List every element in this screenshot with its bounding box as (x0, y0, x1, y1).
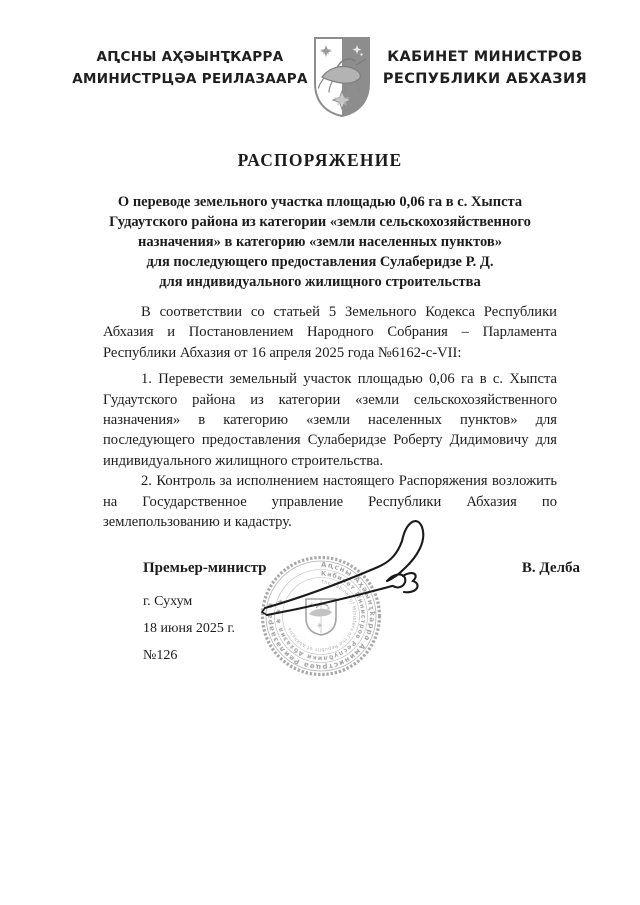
seal-ring-text-english: The Cabinet of Ministers of the Republic of Abkhazia (287, 580, 357, 652)
clause-2: 2. Контроль за исполнением настоящего Распоряжения возложить на Государственное управление Республики Абхазия по землепользованию и кадастру. (103, 473, 557, 531)
header-abkhaz-name (70, 46, 310, 90)
svg-text:✳: ✳ (316, 621, 323, 630)
header-abkhaz-line1: АԤСНЫ АҲӘЫНҬҞАРРА (96, 49, 284, 65)
header-russian-line1: КАБИНЕТ МИНИСТРОВ (387, 49, 583, 65)
header-russian-line2: РЕСПУБЛИКИ АБХАЗИЯ (382, 71, 588, 87)
handwritten-signature (240, 490, 470, 650)
signature-date: 18 июня 2025 г. (143, 621, 236, 636)
signer-name: В. Делба (521, 560, 580, 576)
subject-line: О переводе земельного участка площадью 0,06 га в с. Хыпста (117, 194, 523, 210)
document-number: №126 (143, 648, 178, 663)
seal-ring-text-russian: Кабинет Министров Республики Абхазия ✱ ✱ ✱ (275, 570, 367, 662)
document-header (0, 44, 640, 124)
subject-line: для последующего предоставления Сулаберидзе Р. Д. (146, 254, 494, 270)
seal-ring-text-abkhaz: Аԥсны Аҳәынҭҟарра Аминистрцәа Реилазаара ✱ (265, 560, 377, 672)
header-russian-name (380, 46, 590, 90)
abkhazia-coat-of-arms-icon (312, 35, 372, 119)
preamble-paragraph: В соответствии со статьей 5 Земельного Кодекса Республики Абхазия и Постановлением Народного Собрания – Парламента Республики Абхазия от 16 апреля 2025 года №6162-с-VII: (103, 304, 557, 361)
clause-1: 1. Перевести земельный участок площадью 0,06 га в с. Хыпста Гудаутского района из категории «земли сельскохозяйственного назначения» в категорию «земли населенных пунктов» для последующего предоставления Сулаберидзе Роберту Дидимовичу для индивидуального жилищного строительства. (103, 371, 557, 469)
document-subject (70, 192, 570, 292)
svg-text:✳: ✳ (326, 606, 331, 612)
subject-line: для индивидуального жилищного строительства (159, 274, 481, 290)
subject-line: назначения» в категорию «земли населенных пунктов» (138, 234, 502, 250)
subject-line: Гудаутского района из категории «земли сельскохозяйственного (109, 214, 531, 230)
signature-city: г. Сухум (143, 594, 193, 609)
header-abkhaz-line2: АМИНИСТРЦӘА РЕИЛАЗААРА (72, 71, 308, 87)
document-title: РАСПОРЯЖЕНИЕ (237, 150, 403, 170)
coat-of-arms-emblem (312, 35, 372, 119)
signer-position: Премьер-министр (143, 560, 267, 576)
svg-text:✳: ✳ (308, 601, 314, 609)
